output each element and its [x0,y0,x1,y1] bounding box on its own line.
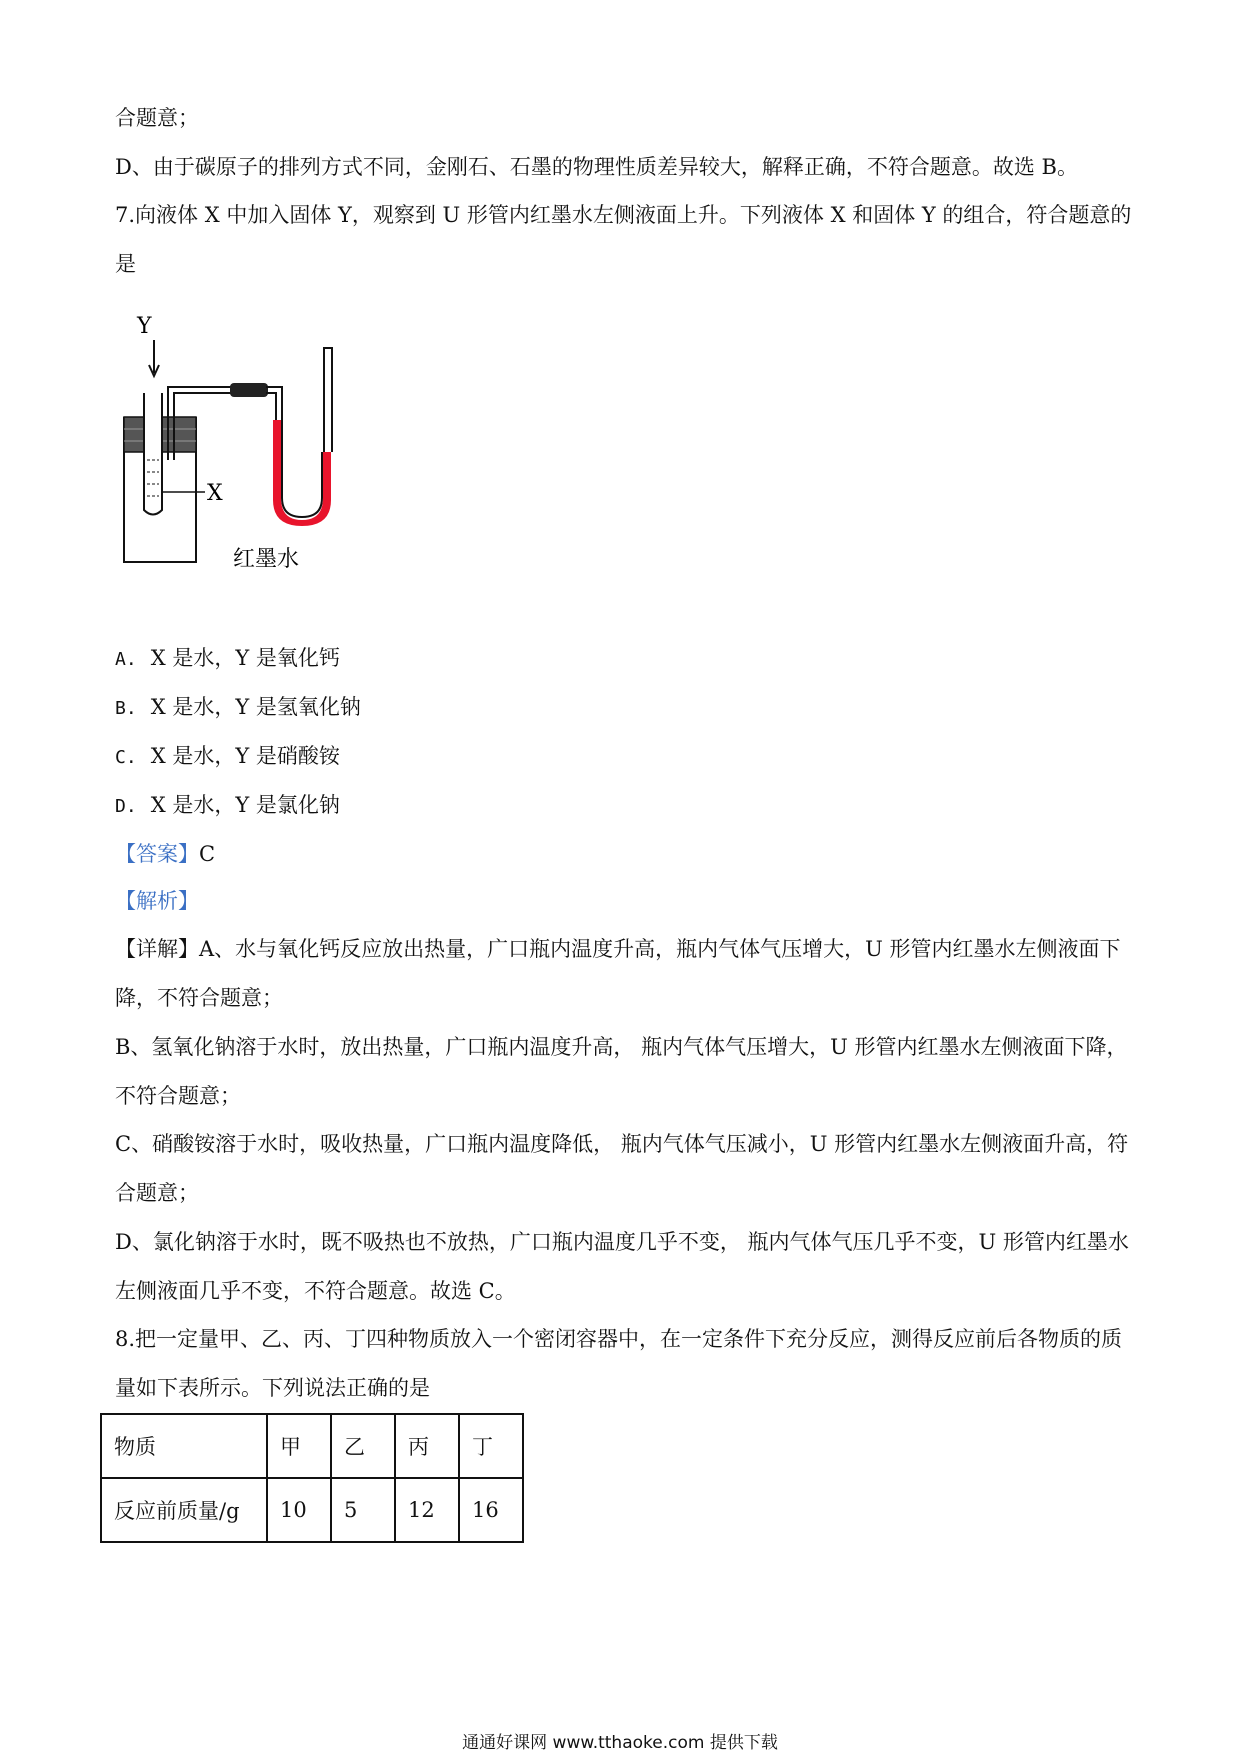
option-d: D. X 是水，Y 是氯化钠 [115,793,340,817]
u-tube-apparatus-diagram [110,310,350,570]
label-red-ink: 红墨水 [233,547,300,570]
label-y: Y [137,314,152,339]
question-7-stem: 7.向液体 X 中加入固体 Y，观察到 U 形管内红墨水左侧液面上升。下列液体 X 和固体 Y 的组合，符合题意的是 [115,203,1132,276]
option-b: B. X 是水，Y 是氢氧化钠 [115,695,361,719]
table-header-row [101,1414,523,1478]
table-row [101,1478,523,1542]
mass-table [100,1413,524,1543]
option-c: C. X 是水，Y 是硝酸铵 [115,744,340,768]
rubber-connector [230,383,268,397]
table-cell: 16 [459,1478,523,1542]
prev-answer-option-d: D、由于碳原子的排列方式不同，金刚石、石墨的物理性质差异较大，解释正确，不符合题意。故选 B。 [115,155,1078,179]
table-cell: 丁 [459,1414,523,1478]
answer-tag: 【答案】 [115,842,199,866]
page-footer: 通通好课网 www.tthaoke.com 提供下载 [462,1733,778,1753]
table-cell: 丙 [395,1414,459,1478]
explanation-d: D、氯化钠溶于水时，既不吸热也不放热，广口瓶内温度几乎不变， 瓶内气体气压几乎不变，U 形管内红墨水左侧液面几乎不变，不符合题意。故选 C。 [115,1230,1129,1303]
table-cell: 5 [331,1478,395,1542]
table-cell: 物质 [101,1414,267,1478]
table-cell: 10 [267,1478,331,1542]
explanation-c: C、硝酸铵溶于水时，吸收热量，广口瓶内温度降低， 瓶内气体气压减小，U 形管内红墨水左侧液面升高，符合题意； [115,1132,1129,1205]
analysis-heading: 【解析】 [115,889,199,913]
label-x: X [207,481,223,506]
table-cell: 12 [395,1478,459,1542]
table-cell: 反应前质量/g [101,1478,267,1542]
option-a: A. X 是水，Y 是氧化钙 [115,646,340,670]
explanation-a: 【详解】A、水与氧化钙反应放出热量，广口瓶内温度升高，瓶内气体气压增大，U 形管内红墨水左侧液面下降，不符合题意； [115,937,1121,1010]
explanation-b: B、氢氧化钠溶于水时，放出热量，广口瓶内温度升高， 瓶内气体气压增大，U 形管内红墨水左侧液面下降，不符合题意； [115,1035,1128,1108]
question-8-stem: 8.把一定量甲、乙、丙、丁四种物质放入一个密闭容器中，在一定条件下充分反应，测得反应前后各物质的质量如下表所示。下列说法正确的是 [115,1327,1123,1400]
prev-answer-tail: 合题意； [115,106,199,130]
answer-value: C [199,842,216,866]
answer-line [115,839,215,869]
table-cell: 甲 [267,1414,331,1478]
table-cell: 乙 [331,1414,395,1478]
